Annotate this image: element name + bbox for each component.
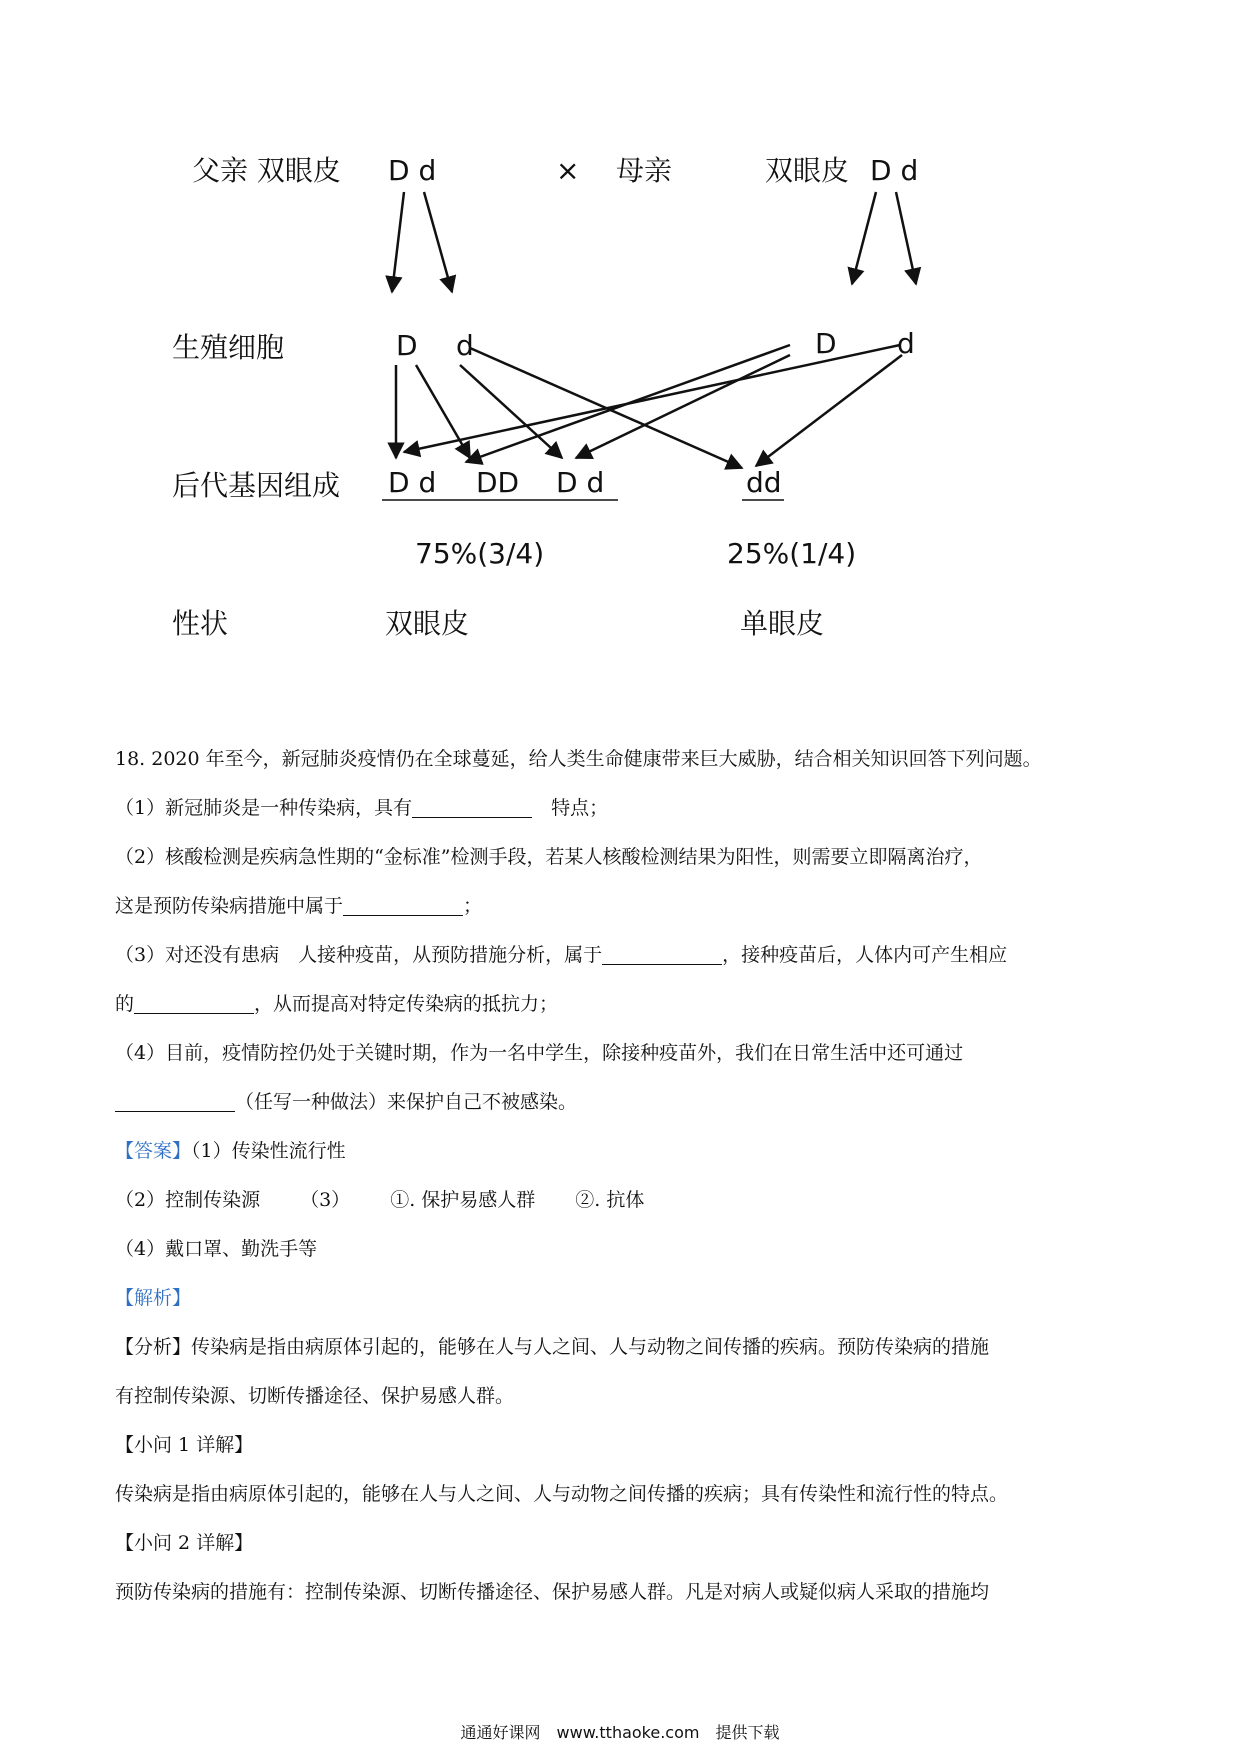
arrow-fd-to-Dd2 (460, 365, 562, 458)
question-4-cont (115, 1078, 1135, 1127)
answer-blank (343, 893, 463, 916)
offspring-genotype: dd (746, 466, 782, 499)
fenxi-text: 传染病是指由病原体引起的，能够在人与人之间、人与动物之间传播的疾病。预防传染病的措施 (191, 1336, 990, 1358)
father-gamete-d: d (456, 329, 474, 362)
father-genotype: D d (388, 154, 437, 187)
sub-question-1-tag: 【小问 1 详解】 (115, 1434, 254, 1456)
answer-2-text: （2）控制传染源 (115, 1189, 261, 1211)
page-footer: 通通好课网 www.tthaoke.com 提供下载 (460, 1723, 780, 1742)
question-1-suffix: 特点； (551, 797, 609, 819)
answer-1 (115, 1127, 1135, 1176)
offspring-genotype: DD (476, 466, 520, 499)
genetic-cross-diagram (0, 0, 1240, 700)
sub-question-2-tag: 【小问 2 详解】 (115, 1532, 254, 1554)
offspring-label: 后代基因组成 (172, 469, 341, 502)
question-1 (115, 784, 1135, 833)
trait-dominant: 双眼皮 (385, 607, 470, 640)
question-3-suffix: ，接种疫苗后，人体内可产生相应 (722, 944, 1008, 966)
question-3-prefix: 的 (115, 993, 135, 1015)
question-3-text: （3）对还没有患病 人接种疫苗，从预防措施分析，属于 (115, 944, 603, 966)
question-2-cont (115, 882, 1135, 931)
sub-question-1-text: 传染病是指由病原体引起的，能够在人与人之间、人与动物之间传播的疾病；具有传染性和流行性的特点。 (115, 1483, 1009, 1505)
mother-trait: 双眼皮 (765, 154, 850, 187)
gametes-label: 生殖细胞 (172, 331, 285, 364)
question-stem: 18. 2020 年至今，新冠肺炎疫情仍在全球蔓延，给人类生命健康带来巨大威胁，结合相关知识回答下列问题。 (115, 748, 1042, 770)
answer-blank (412, 795, 532, 818)
ratio-recessive: 25%(1/4) (727, 537, 857, 570)
answer-1-text: （1）传染性流行性 (191, 1140, 346, 1162)
question-4: （4）目前，疫情防控仍处于关键时期，作为一名中学生，除接种疫苗外，我们在日常生活中还可通过 (115, 1042, 964, 1064)
answer-4: （4）戴口罩、勤洗手等 (115, 1238, 318, 1260)
question-3 (115, 931, 1135, 980)
question-document (115, 735, 1135, 1617)
answer-tag: 【答案】 (115, 1140, 192, 1162)
arrow-father-d (424, 192, 452, 292)
question-3-end: ，从而提高对特定传染病的抵抗力； (254, 993, 559, 1015)
mother-genotype: D d (870, 154, 919, 187)
question-2-text: 这是预防传染病措施中属于 (115, 895, 344, 917)
sub-question-2-text: 预防传染病的措施有：控制传染源、切断传播途径、保护易感人群。凡是对病人或疑似病人采取的措施均 (115, 1581, 990, 1603)
mother-gamete-D: D (815, 327, 837, 360)
father-gamete-D: D (396, 329, 418, 362)
analysis-tag: 【解析】 (115, 1287, 192, 1309)
arrow-mother-D (852, 192, 876, 284)
answer-blank (602, 942, 722, 965)
arrow-mother-d (896, 192, 916, 284)
answer-2-3 (115, 1176, 1135, 1225)
analysis-fenxi (115, 1323, 1135, 1372)
answer-blank (115, 1089, 235, 1112)
cross-symbol: × (556, 154, 580, 187)
question-4-text: （任写一种做法）来保护自己不被感染。 (235, 1091, 578, 1113)
arrow-father-D (392, 192, 404, 292)
trait-recessive: 单眼皮 (740, 607, 825, 640)
fenxi-tag: 【分析】 (115, 1336, 192, 1358)
answer-blank (134, 991, 254, 1014)
father-label: 父亲 双眼皮 (192, 154, 341, 187)
offspring-genotype: D d (556, 466, 605, 499)
analysis-fenxi-cont: 有控制传染源、切断传播途径、保护易感人群。 (115, 1385, 515, 1407)
arrow-md-to-Dd1 (404, 345, 900, 452)
trait-label: 性状 (172, 607, 229, 640)
answer-3-part2: ②. 抗体 (575, 1189, 645, 1211)
question-2-suffix: ； (463, 895, 483, 917)
question-1-text: （1）新冠肺炎是一种传染病，具有 (115, 797, 413, 819)
offspring-genotype: D d (388, 466, 437, 499)
question-3-cont (115, 980, 1135, 1029)
answer-3-label: （3） (300, 1189, 351, 1211)
ratio-dominant: 75%(3/4) (415, 537, 545, 570)
mother-label: 母亲 (616, 154, 673, 187)
answer-3-part1: ①. 保护易感人群 (390, 1189, 536, 1211)
mother-gamete-d: d (897, 327, 915, 360)
question-2: （2）核酸检测是疾病急性期的“金标准”检测手段，若某人核酸检测结果为阳性，则需要立即隔离治疗， (115, 846, 983, 868)
